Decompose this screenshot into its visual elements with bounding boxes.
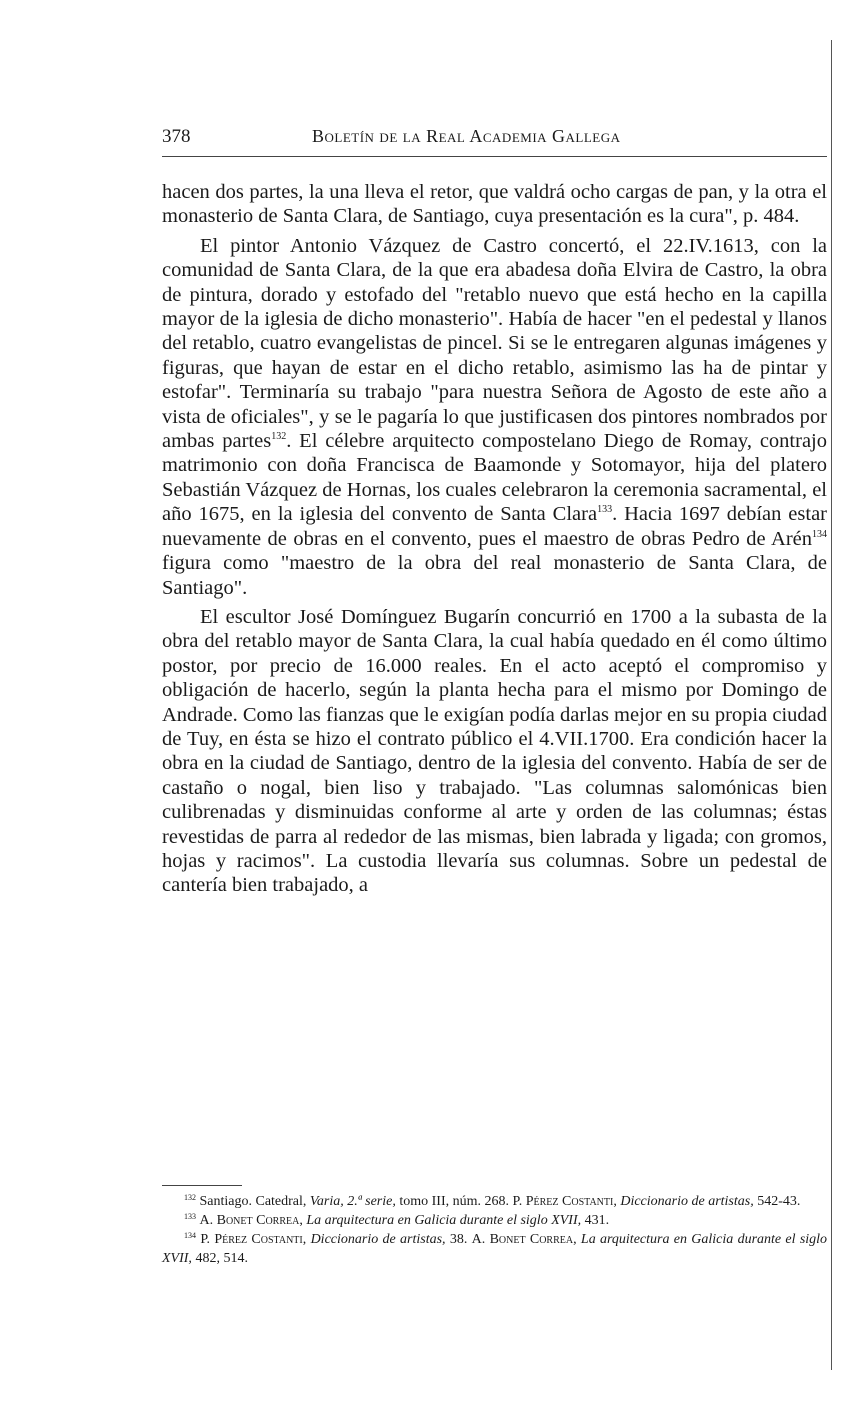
page-header	[162, 126, 827, 157]
footnotes	[162, 1192, 827, 1268]
paragraph-2-part-d: figura como "maestro de la obra del real monasterio de Santa Clara, de Santiago".	[162, 552, 827, 599]
body-text	[162, 180, 827, 903]
footnote-text: 482, 514.	[191, 1251, 248, 1266]
footnote-number: 134	[184, 1231, 196, 1240]
footnote-author: A. Bonet Correa,	[471, 1232, 577, 1247]
footnote-italic: Diccionario de artistas,	[620, 1194, 754, 1209]
footnote-133	[162, 1211, 827, 1230]
paragraph-3: El escultor José Domínguez Bugarín concurrió en 1700 a la subasta de la obra del retablo mayor de Santa Clara, la cual había quedado en él como último postor, por precio de 16.000 reales. En el acto aceptó el compromiso y obligación de hacerlo, según la planta hecha para el mismo por Domingo de Andrade. Como las fianzas que le exigían podía darlas mejor en su propia ciudad de Tuy, en ésta se hizo el contrato público el 4.VII.1700. Era condición hacer la obra en la ciudad de Santiago, dentro de la iglesia del convento. Había de ser de castaño o nogal, bien liso y trabajado. "Las columnas salomónicas bien culibrenadas y disminuidas conforme al arte y orden de las columnas; éstas revestidas de parra al rededor de las mismas, bien labrada y ligada; con gromos, hojas y racimos". La custodia llevaría sus columnas. Sobre un pedestal de cantería bien trabajado, a	[162, 605, 827, 897]
footnote-number: 132	[184, 1193, 196, 1202]
footnote-text: Santiago. Catedral,	[199, 1194, 310, 1209]
footnote-text: 542-43.	[753, 1194, 801, 1209]
footnote-rule	[162, 1185, 242, 1186]
footnote-italic: La arquitectura en Galicia durante el siglo XVII,	[162, 1232, 828, 1266]
page-edge-line	[831, 40, 832, 1370]
footnote-author: A. Bonet Correa,	[199, 1213, 303, 1228]
paragraph-2-part-a: El pintor Antonio Vázquez de Castro concertó, el 22.IV.1613, con la comunidad de Santa Clara, de la que era abadesa doña Elvira de Castro, la obra de pintura, dorado y estofado del "retablo nuevo que está hecho en la capilla mayor de la iglesia de dicho monasterio". Había de hacer "en el pedestal y llanos del retablo, cuatro evangelistas de pincel. Si se le entregaren algunas imágenes y figuras, que hayan de estar en el dicho retablo, asimismo las ha de pintar y estofar". Terminaría su trabajo "para nuestra Señora de Agosto de este año a vista de oficiales", y se le pagaría lo que justificasen dos pintores nombrados por ambas partes	[162, 234, 827, 453]
paragraph-2-part-c: . Hacia 1697 debían estar nuevamente de obras en el convento, pues el maestro de obras Pedro de Arén	[162, 503, 827, 550]
paragraph-2	[162, 234, 827, 600]
footnote-number: 133	[184, 1212, 196, 1221]
page-number: 378	[162, 126, 191, 147]
paragraph-2-part-b: . El célebre arquitecto compostelano Diego de Romay, contrajo matrimonio con doña Francisca de Baamonde y Sotomayor, hija del platero Sebastián Vázquez de Hornas, los cuales celebraron la ceremonia sacramental, el año 1675, en la iglesia del convento de Santa Clara	[162, 430, 827, 526]
footnote-italic: La arquitectura en Galicia durante el siglo XVII,	[306, 1213, 582, 1228]
footnote-text: tomo III, núm. 268.	[395, 1194, 513, 1209]
footnote-ref-134: 134	[812, 528, 827, 540]
footnote-ref-133: 133	[597, 504, 613, 516]
footnote-italic: Diccionario de artistas,	[310, 1232, 446, 1247]
running-title: Boletín de la Real Academia Gallega	[312, 126, 621, 146]
footnote-italic: Varia, 2.ª serie,	[309, 1194, 396, 1209]
footnote-text: 431.	[581, 1213, 610, 1228]
footnote-ref-132: 132	[271, 431, 287, 443]
footnote-132	[162, 1192, 827, 1211]
paragraph-1: hacen dos partes, la una lleva el retor, que valdrá ocho cargas de pan, y la otra el monasterio de Santa Clara, de Santiago, cuya presentación es la cura", p. 484.	[162, 181, 827, 228]
footnote-text: 38.	[445, 1232, 472, 1247]
footnote-author: P. Pérez Costanti,	[512, 1194, 617, 1209]
footnote-134	[162, 1230, 827, 1268]
footnote-author: P. Pérez Costanti,	[200, 1232, 307, 1247]
